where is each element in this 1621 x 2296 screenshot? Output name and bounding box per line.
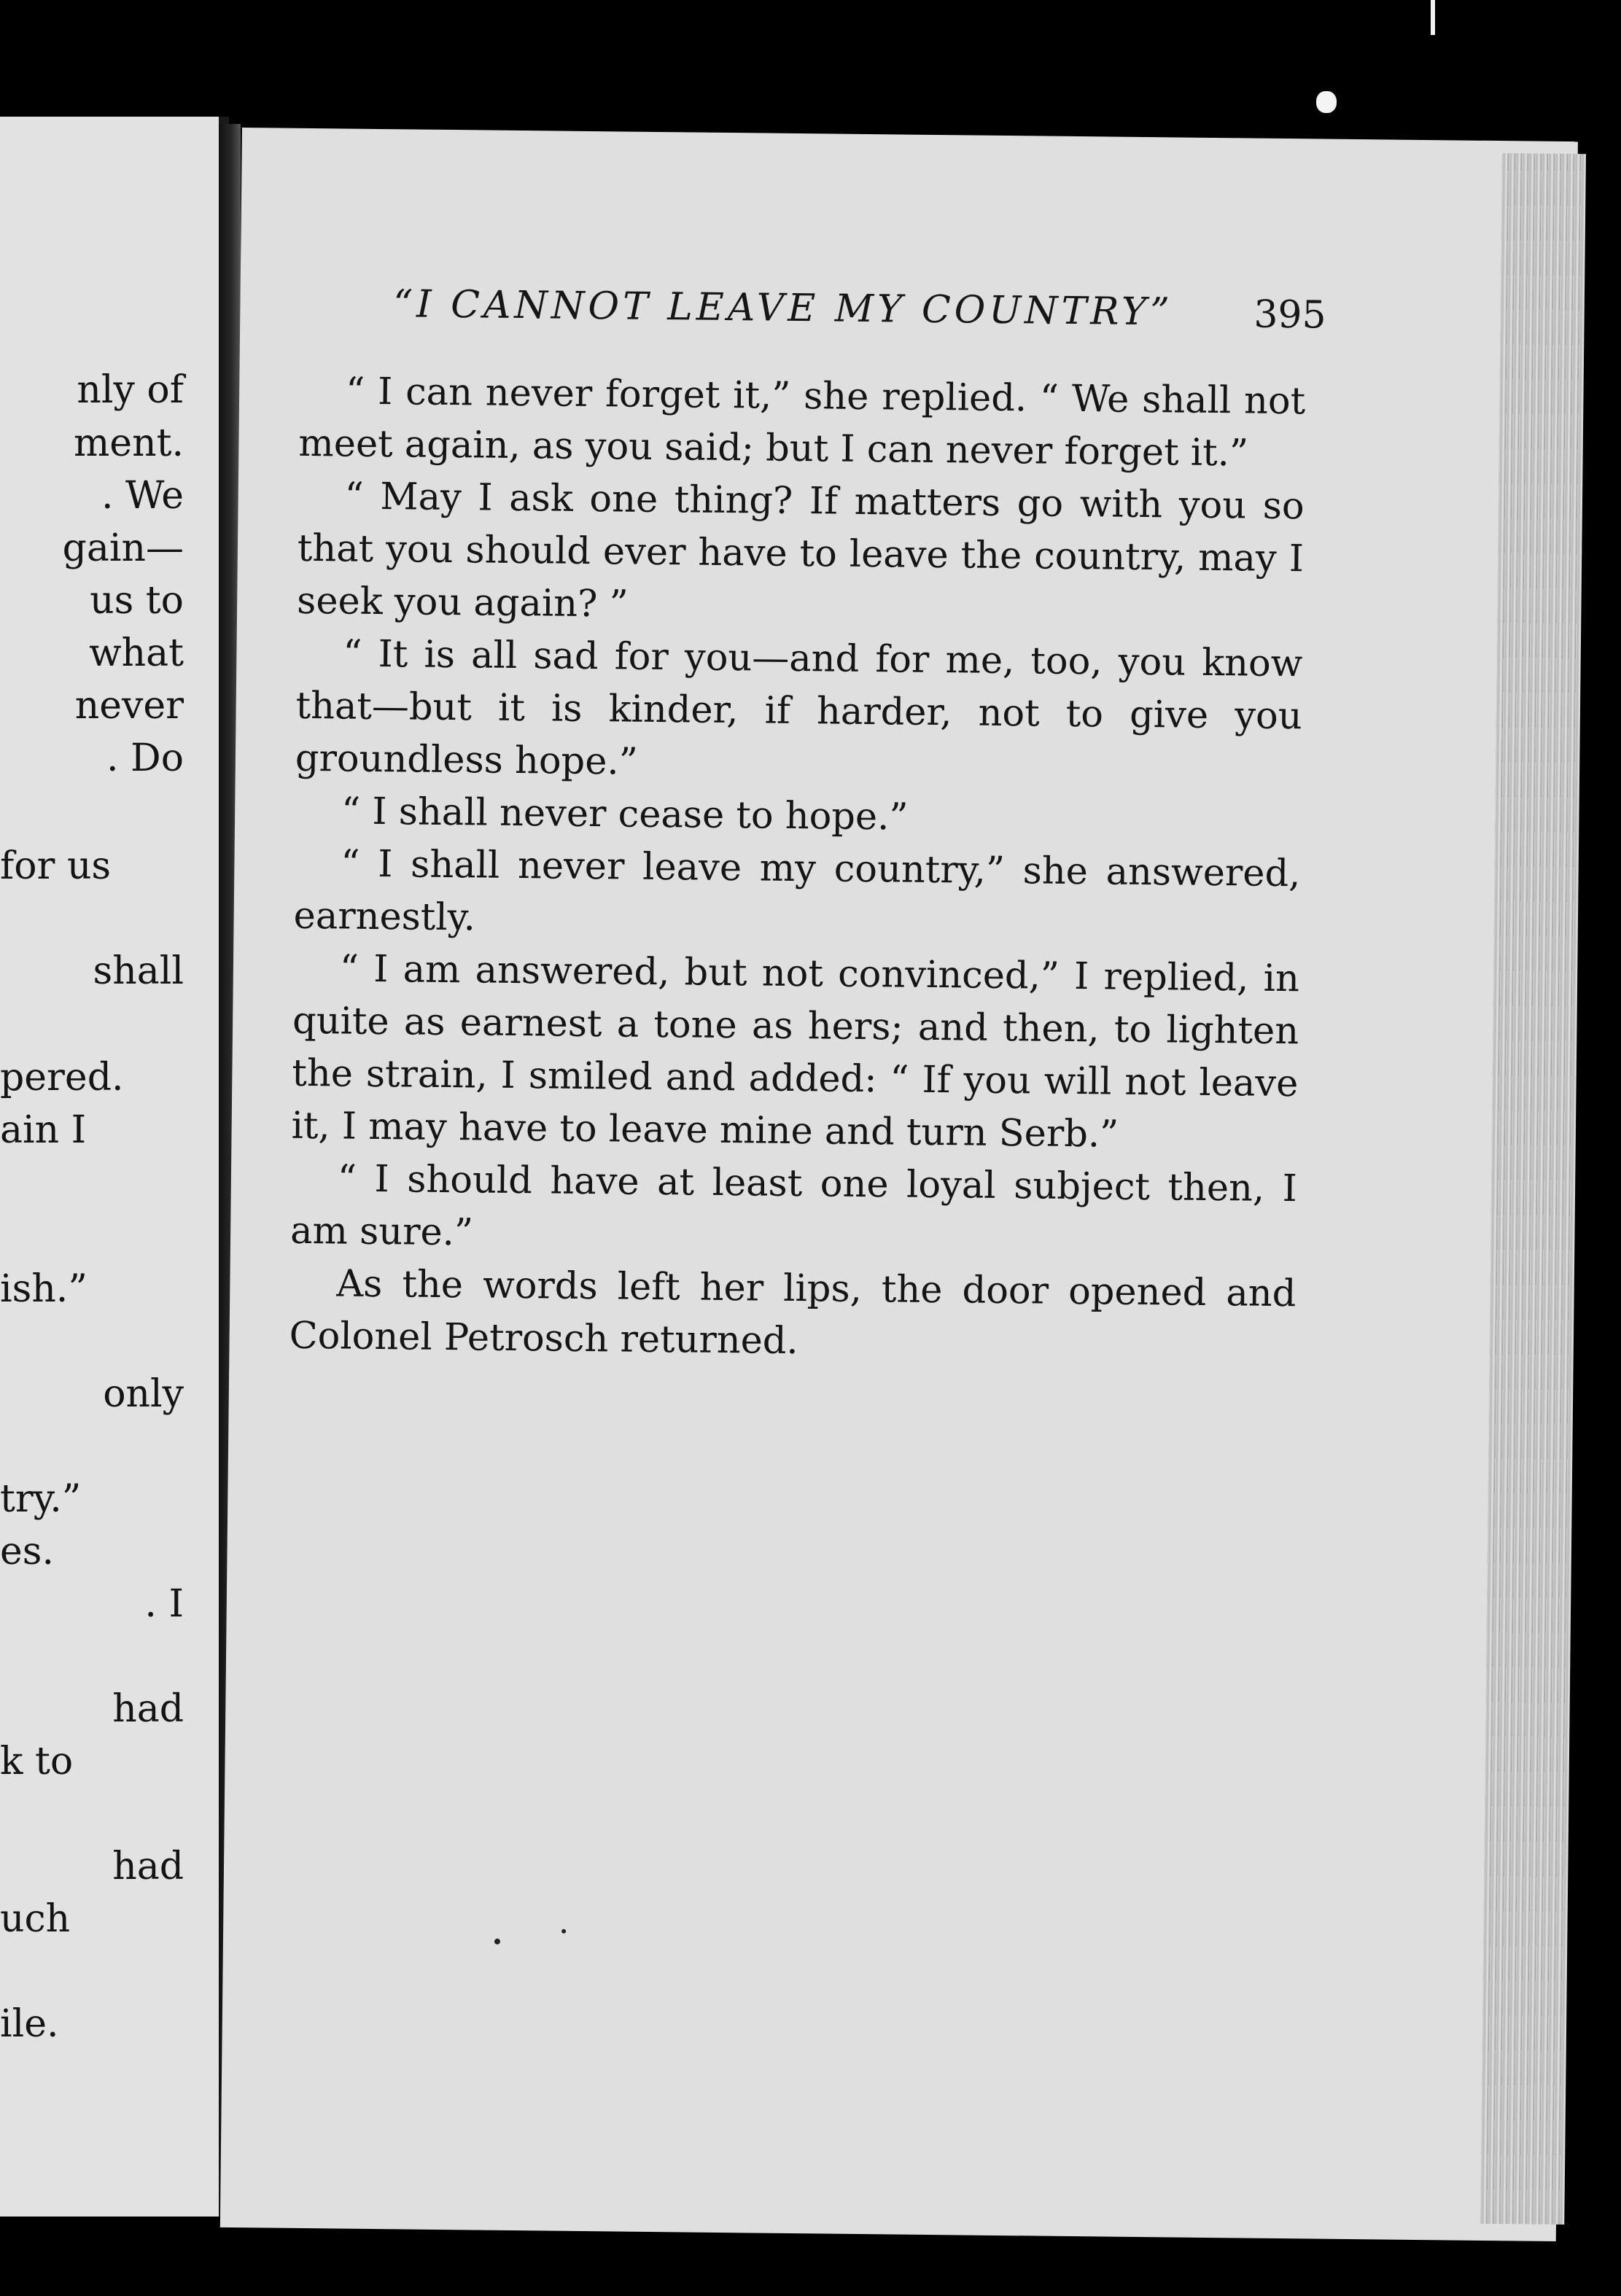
left-line: ish.” [0, 1267, 88, 1311]
scan-speck [494, 1939, 500, 1945]
paragraph: “ I should have at least one loyal subject then, I am sure.” [289, 1157, 1298, 1255]
left-line: try.” [0, 1477, 82, 1521]
left-line: pered. [0, 1056, 124, 1100]
left-line: had [112, 1687, 184, 1731]
left-line: ile. [0, 2002, 59, 2046]
left-line: shall [93, 949, 184, 993]
right-page [220, 128, 1578, 2241]
left-line: . Do [106, 736, 184, 780]
paragraph: “ I shall never leave my country,” she answered, earnestly. [293, 842, 1301, 940]
left-line: k to [0, 1740, 74, 1783]
left-line: never [74, 684, 184, 728]
paragraph: “ I am answered, but not convinced,” I replied, in quite as earnest a tone as hers; and then, to lighten the strain, I smiled and added: “ If you will not leave it, I may have to leave mine and turn Serb.” [291, 947, 1300, 1156]
left-facing-page [0, 117, 229, 2217]
left-line: gain— [62, 526, 184, 570]
paragraph: “ May I ask one thing? If matters go with you so that you should ever have to leave the country, may I seek you again? ” [296, 475, 1305, 626]
left-line: es. [0, 1530, 54, 1573]
left-line: ain I [0, 1108, 87, 1152]
paragraph: “ I shall never cease to hope.” [341, 790, 909, 839]
running-head: “I CANNOT LEAVE MY COUNTRY” [393, 282, 1174, 335]
left-line: nly of [77, 368, 184, 412]
left-line: ment. [74, 421, 184, 465]
scan-artifact [1316, 91, 1337, 113]
paragraph: As the words left her lips, the door opened and Colonel Petrosch returned. [289, 1262, 1297, 1363]
left-line: for us [0, 844, 112, 888]
scan-speck [561, 1929, 566, 1934]
scan-artifact [1431, 0, 1435, 35]
left-line: only [103, 1372, 184, 1416]
left-line: . We [101, 474, 184, 518]
page-number: 395 [1253, 292, 1326, 338]
left-line: had [112, 1845, 184, 1888]
paragraph: “ I can never forget it,” she replied. “ We shall not meet again, as you said; but I can never forget it.” [298, 370, 1306, 475]
left-line: . I [144, 1582, 184, 1626]
body-text [289, 365, 1305, 1373]
left-line: us to [90, 579, 184, 623]
left-line: what [89, 631, 184, 675]
left-line: uch [0, 1897, 71, 1941]
paragraph: “ It is all sad for you—and for me, too, you know that—but it is kinder, if harder, not to give you groundless hope.” [295, 632, 1303, 784]
